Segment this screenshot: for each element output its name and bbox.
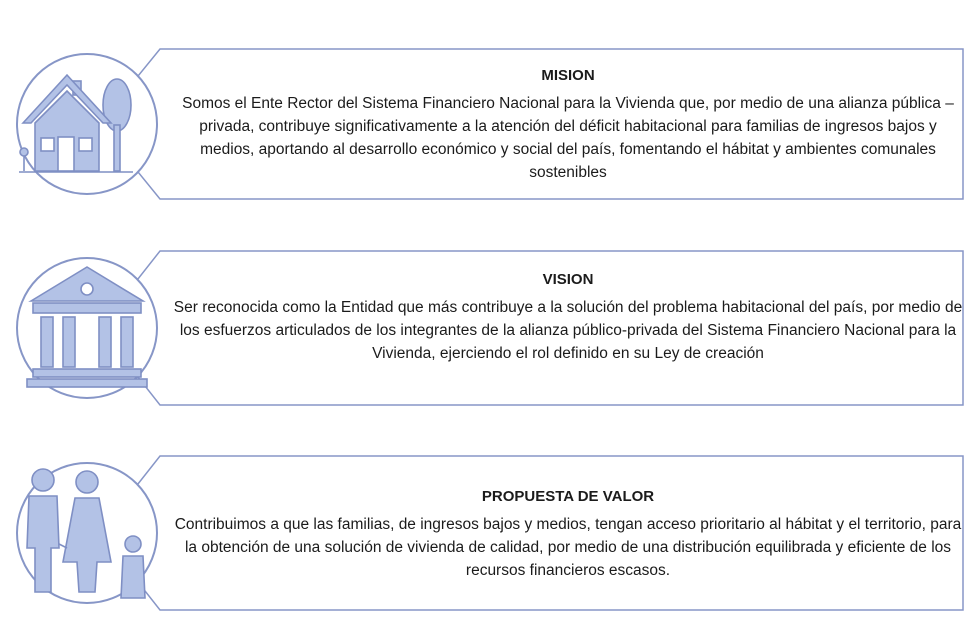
propuesta-card (15, 452, 963, 614)
vision-text (173, 271, 963, 365)
propuesta-text (173, 488, 963, 582)
vision-title: VISION (542, 271, 594, 288)
propuesta-body: Contribuimos a que las familias, de ingresos bajos y medios, tengan acceso prioritario al hábitat y el territorio, para la obtención de una solución de vivienda de calidad, por medio de una distribución equilibrada y eficiente de los recursos financieros escasos. (174, 516, 962, 579)
vision-body: Ser reconocida como la Entidad que más contribuye a la solución del problema habitacional del país, por medio de los esfuerzos articulados de los integrantes de la alianza público-privada del Sistema Financiero Nacional para la Vivienda, ejerciendo el rol definido en su Ley de creación (173, 299, 963, 362)
vision-card (15, 247, 963, 407)
mision-card (15, 45, 963, 205)
propuesta-title: PROPUESTA DE VALOR (481, 488, 655, 505)
mision-text (173, 67, 963, 184)
mision-body: Somos el Ente Rector del Sistema Financiero Nacional para la Vivienda que, por medio de una alianza pública – privada, contribuye significativamente a la atención del déficit habitacional para familias de ingresos bajos y medios, aportando al desarrollo económico y social del país, fomentando el hábitat y ambientes comunales sostenibles (182, 95, 954, 181)
mision-title: MISION (541, 67, 595, 84)
